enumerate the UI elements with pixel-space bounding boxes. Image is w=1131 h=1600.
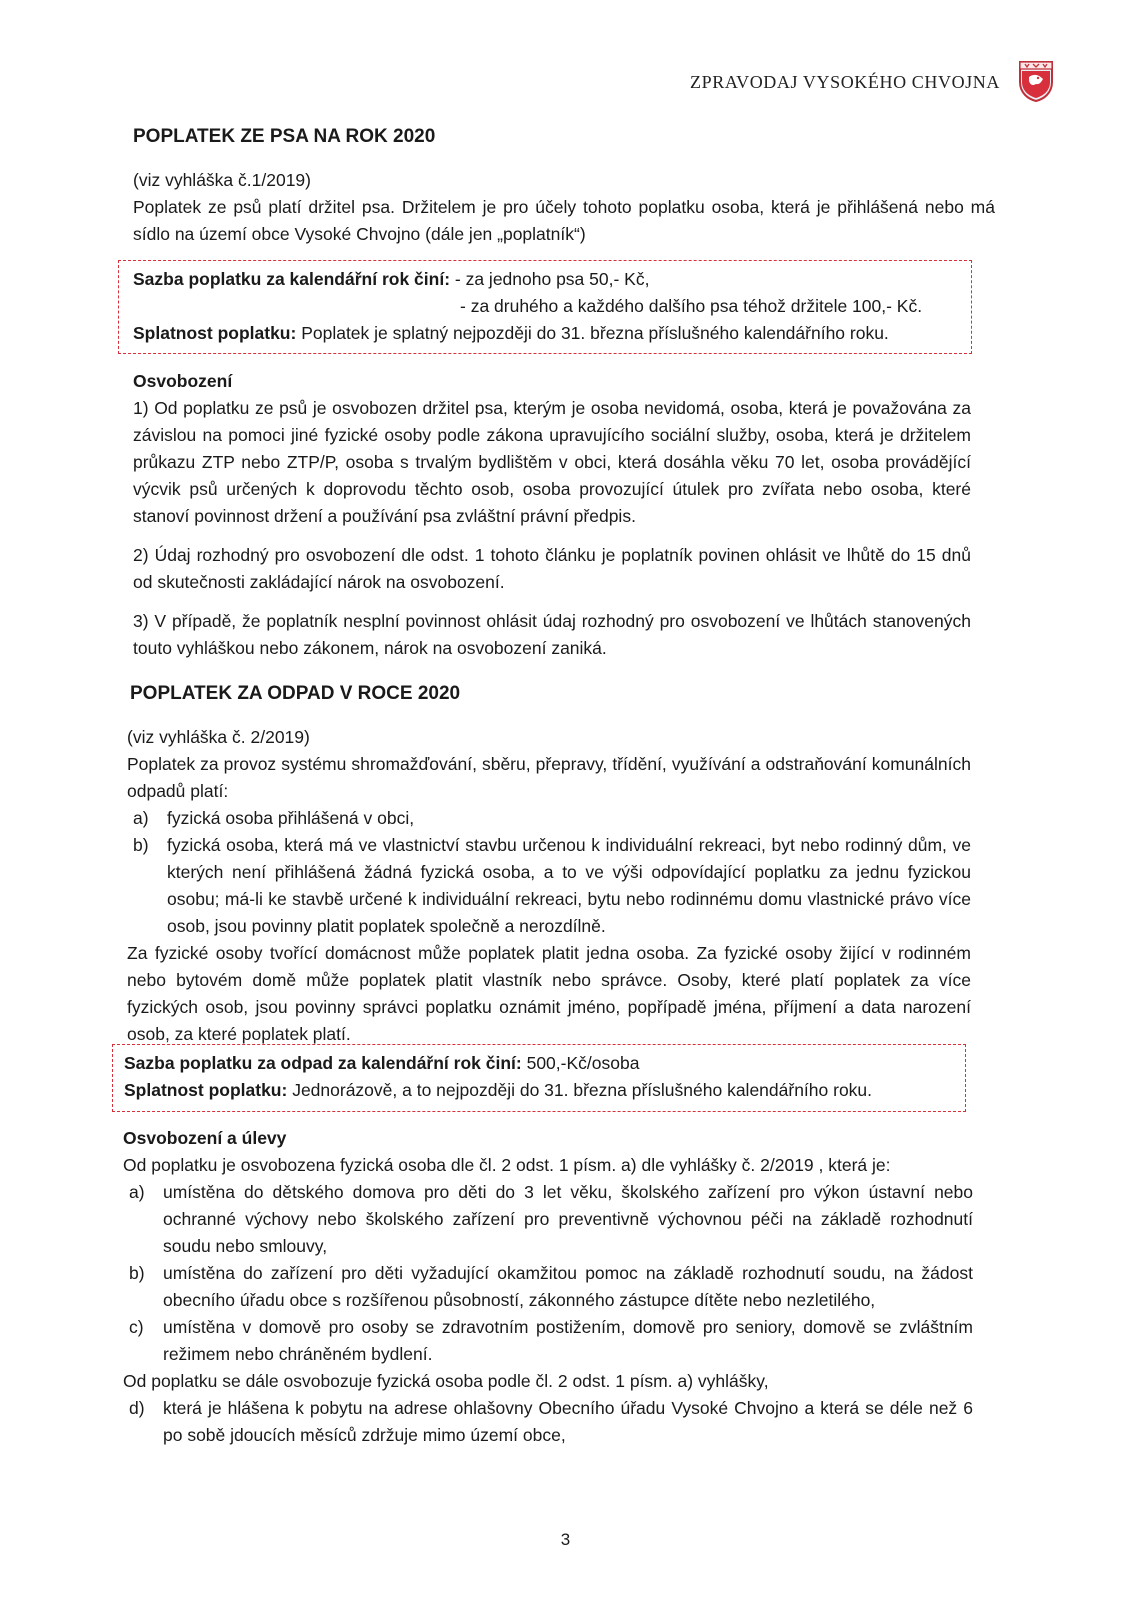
- coat-of-arms-icon: [1017, 60, 1055, 102]
- dog-due-line: [133, 320, 963, 347]
- list-marker: b): [133, 835, 149, 855]
- waste-exemption-heading: Osvobození a úlevy: [123, 1128, 287, 1148]
- waste-due-line: [124, 1077, 960, 1104]
- page-number: 3: [560, 1530, 571, 1549]
- list-marker: b): [129, 1263, 145, 1283]
- dog-fee-reference: (viz vyhláška č.1/2019): [133, 170, 311, 190]
- dog-exemption-p1: 1) Od poplatku ze psů je osvobozen držitel psa, kterým je osoba nevidomá, osoba, která je považována za závislou na pomoci jiné fyzické osoby podle zákona upravujícího sociální služby, osoba, která je držitelem průkazu ZTP nebo ZTP/P, osoba s trvalým bydlištěm v obci, která dosáhla věku 70 let, osoba provádějící výcvik psů určených k doprovodu těchto osob, osoba provozující útulek pro zvířata nebo osoba, které stanoví povinnost držení a používání psa zvláštní právní předpis.: [133, 398, 971, 526]
- waste-rate-text: 500,-Kč/osoba: [521, 1053, 640, 1073]
- dog-due-text: Poplatek je splatný nejpozději do 31. března příslušného kalendářního roku.: [296, 323, 889, 343]
- list-marker: c): [129, 1317, 144, 1337]
- list-item: [123, 1314, 973, 1368]
- waste-exemption-more: Od poplatku se dále osvobozuje fyzická osoba podle čl. 2 odst. 1 písm. a) vyhlášky,: [123, 1371, 769, 1391]
- waste-due-text: Jednorázově, a to nejpozději do 31. března příslušného kalendářního roku.: [287, 1080, 873, 1100]
- dog-rate-second: - za druhého a každého dalšího psa téhož držitele 100,- Kč.: [460, 296, 923, 316]
- dog-fee-heading: POPLATEK ZE PSA NA ROK 2020: [133, 126, 436, 147]
- dog-exemption-p2: 2) Údaj rozhodný pro osvobození dle odst. 1 tohoto článku je poplatník povinen ohlásit ve lhůtě do 15 dnů od skutečnosti zakládající nárok na osvobození.: [133, 545, 971, 592]
- dog-due-label: Splatnost poplatku:: [133, 323, 297, 343]
- dog-fee-intro-text: Poplatek ze psů platí držitel psa. Držitelem je pro účely tohoto poplatku osoba, která je přihlášená nebo má sídlo na území obce Vysoké Chvojno (dále jen „poplatník“): [133, 197, 995, 244]
- list-marker: a): [133, 808, 149, 828]
- waste-rate-line: [124, 1050, 960, 1077]
- dog-exemption: [133, 368, 971, 662]
- waste-due-label: Splatnost poplatku:: [124, 1080, 288, 1100]
- waste-exemption: [123, 1125, 973, 1449]
- waste-fee-heading: POPLATEK ZA ODPAD V ROCE 2020: [130, 683, 461, 704]
- list-item-text: umístěna v domově pro osoby se zdravotním postižením, domově pro seniory, domově se zvláštním režimem nebo chráněném bydlení.: [163, 1317, 973, 1364]
- dog-rate-first: - za jednoho psa 50,- Kč,: [450, 269, 650, 289]
- waste-exemption-intro: Od poplatku je osvobozena fyzická osoba dle čl. 2 odst. 1 písm. a) dle vyhlášky č. 2/2019 , která je:: [123, 1155, 891, 1175]
- dog-exemption-heading: Osvobození: [133, 371, 233, 391]
- waste-fee-intro: Poplatek za provoz systému shromažďování, sběru, přepravy, třídění, využívání a odstraňování komunálních odpadů platí:: [127, 754, 971, 801]
- waste-rate-label: Sazba poplatku za odpad za kalendářní rok činí:: [124, 1053, 522, 1073]
- list-item-text: umístěna do zařízení pro děti vyžadující okamžitou pomoc na základě rozhodnutí soudu, na žádost obecního úřadu obce s rozšířenou působností, zákonného zástupce dítěte nebo nezletilého,: [163, 1263, 973, 1310]
- dog-fee-intro: [133, 167, 995, 248]
- waste-fee-reference: (viz vyhláška č. 2/2019): [127, 727, 310, 747]
- dog-fee-rate-block: [133, 266, 963, 347]
- list-item-text: která je hlášena k pobytu na adrese ohlašovny Obecního úřadu Vysoké Chvojno a která se déle než 6 po sobě jdoucích měsíců zdržuje mimo území obce,: [163, 1398, 973, 1445]
- dog-rate-line-2: [133, 293, 963, 320]
- waste-fee-rate-block: [124, 1050, 960, 1104]
- dog-rate-label: Sazba poplatku za kalendářní rok činí:: [133, 269, 451, 289]
- dog-rate-line-1: [133, 266, 963, 293]
- list-item: [123, 1395, 973, 1449]
- waste-fee-body: [127, 724, 971, 1048]
- newsletter-title: ZPRAVODAJ VYSOKÉHO CHVOJNA: [690, 72, 1000, 92]
- list-item: [123, 1179, 973, 1260]
- list-item: [127, 832, 971, 940]
- list-marker: a): [129, 1182, 145, 1202]
- list-item: [127, 805, 971, 832]
- list-marker: d): [129, 1398, 145, 1418]
- list-item-text: umístěna do dětského domova pro děti do 3 let věku, školského zařízení pro výkon ústavní nebo ochranné výchovy nebo školského zařízení pro preventivně výchovnou péči na základě rozhodnutí soudu nebo smlouvy,: [163, 1182, 973, 1256]
- list-item-text: fyzická osoba, která má ve vlastnictví stavbu určenou k individuální rekreaci, byt nebo rodinný dům, ve kterých není přihlášená žádná fyzická osoba, a to ve výši odpovídající poplatku za jednu fyzickou osobu; má-li ke stavbě určené k individuální rekreaci, bytu nebo rodinnému domu vlastnické právo více osob, jsou povinny platit poplatek společně a nerozdílně.: [167, 835, 971, 936]
- list-item: [123, 1260, 973, 1314]
- dog-exemption-p3: 3) V případě, že poplatník nesplní povinnost ohlásit údaj rozhodný pro osvobození ve lhůtách stanovených touto vyhláškou nebo zákonem, nárok na osvobození zaniká.: [133, 611, 971, 658]
- waste-household-note: Za fyzické osoby tvořící domácnost může poplatek platit jedna osoba. Za fyzické osoby žijící v rodinném nebo bytovém domě může poplatek platit vlastník nebo správce. Osoby, které platí poplatek za více fyzických osob, jsou povinny správci poplatku oznámit jméno, popřípadě jména, příjmení a data narození osob, za které poplatek platí.: [127, 943, 971, 1044]
- list-item-text: fyzická osoba přihlášená v obci,: [167, 808, 415, 828]
